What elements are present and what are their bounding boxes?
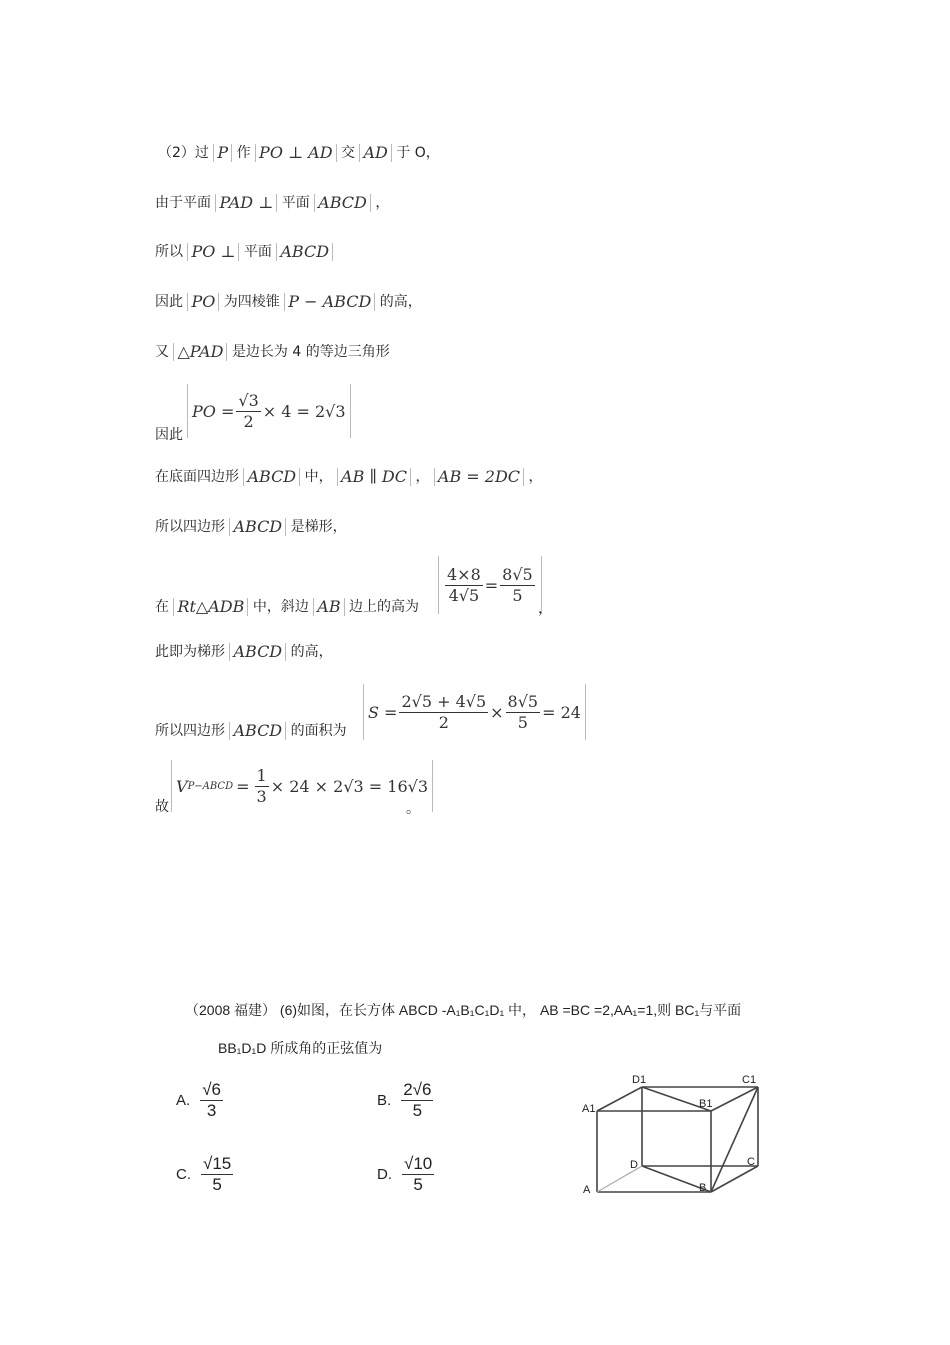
- numerator: 1: [256, 765, 267, 785]
- option-fraction: [201, 1154, 233, 1195]
- math-ab: AB: [313, 598, 344, 616]
- option-label: C.: [176, 1166, 191, 1183]
- option-fraction: [200, 1080, 223, 1121]
- text: 于 O，: [396, 145, 440, 161]
- fraction: [236, 391, 260, 432]
- edge-c1-b1: [711, 1087, 758, 1111]
- question-text-line2: BB₁D₁D 所成角的正弦值为: [218, 1040, 383, 1056]
- text: 所以四边形: [155, 723, 225, 739]
- denominator: 4√5: [448, 585, 480, 605]
- option-label: D.: [377, 1166, 392, 1183]
- times: ×: [490, 702, 504, 722]
- math-ab-2dc: AB = 2DC: [434, 468, 524, 486]
- vertex-label-d1: D1: [632, 1074, 647, 1086]
- text: 是梯形，: [290, 519, 347, 535]
- fraction: [445, 565, 483, 606]
- solution-line-7: [155, 468, 543, 486]
- text: 由于平面: [155, 195, 211, 211]
- math-po: PO: [187, 293, 219, 311]
- denominator: 5: [413, 1175, 423, 1194]
- formula-po: [187, 384, 351, 438]
- solution-line-5: [155, 343, 390, 361]
- text: 所以: [155, 244, 183, 260]
- solution-line-3: [155, 243, 333, 261]
- text: 的高，: [290, 644, 333, 660]
- formula-rhs: = 24: [542, 702, 581, 722]
- formula-height: [438, 556, 542, 614]
- text: （2）过: [158, 145, 209, 161]
- text: 平面: [243, 244, 272, 260]
- option-label: B.: [377, 1092, 392, 1109]
- text: 为四棱锥: [223, 294, 280, 310]
- solution-line-10: [155, 643, 333, 661]
- vertex-label-c1: C1: [742, 1074, 757, 1086]
- formula-volume: [171, 760, 433, 812]
- math-abcd: ABCD: [314, 194, 371, 212]
- numerator: 4×8: [447, 564, 481, 584]
- text: 中，: [304, 469, 333, 485]
- numerator: √10: [404, 1154, 433, 1173]
- numerator: 2√5 + 4√5: [401, 691, 487, 711]
- option-a[interactable]: [176, 1080, 225, 1121]
- text: 在底面四边形: [155, 469, 239, 485]
- solution-line-8: [155, 518, 347, 536]
- vertex-label-b1: B1: [699, 1098, 713, 1110]
- text: 故: [155, 799, 169, 815]
- formula-area: [363, 684, 586, 740]
- math-p-abcd: P − ABCD: [284, 293, 375, 311]
- numerator: 2√6: [403, 1080, 432, 1099]
- vertex-label-a: A: [583, 1184, 591, 1196]
- solution-line-1: [158, 144, 440, 162]
- text: 的高，: [379, 294, 422, 310]
- formula-rhs: × 24 × 2√3 = 16√3: [270, 776, 428, 796]
- denominator: 3: [206, 1101, 217, 1120]
- fraction: [255, 766, 269, 807]
- text: 平面: [281, 195, 310, 211]
- math-abcd: ABCD: [276, 243, 333, 261]
- cuboid-figure: [570, 1068, 790, 1208]
- math-p: P: [213, 144, 232, 162]
- text: 因此: [155, 427, 183, 443]
- text: ，: [415, 469, 430, 485]
- denominator: 2: [243, 411, 254, 431]
- equals: =: [236, 776, 250, 796]
- numerator: 8√5: [507, 691, 539, 711]
- text: 在: [155, 599, 169, 615]
- vertex-label-b: B: [699, 1182, 707, 1194]
- edge-b-c: [711, 1166, 758, 1192]
- math-po-perp: PO ⊥: [187, 243, 239, 261]
- math-pad-perp: PAD ⊥: [215, 194, 277, 212]
- diagonal-b-c1: [711, 1087, 758, 1192]
- text: 中，斜边: [252, 599, 309, 615]
- solution-line-6-label: [155, 426, 183, 444]
- solution-line-4: [155, 293, 422, 311]
- denominator: 5: [212, 1175, 222, 1194]
- option-d[interactable]: [377, 1154, 436, 1195]
- text: 作: [236, 145, 251, 161]
- math-abcd: ABCD: [229, 518, 286, 536]
- formula-lhs: S =: [368, 702, 398, 722]
- solution-line-12-label: [155, 798, 169, 816]
- numerator: √15: [203, 1154, 232, 1173]
- solution-line-2: [155, 194, 389, 212]
- edge-a1-d1: [597, 1087, 642, 1111]
- option-b[interactable]: [377, 1080, 435, 1121]
- option-label: A.: [176, 1092, 191, 1109]
- text: 又: [155, 344, 169, 360]
- text: ，: [375, 195, 390, 211]
- denominator: 5: [517, 712, 528, 732]
- formula-subscript: P−ABCD: [187, 780, 234, 792]
- numerator: √6: [202, 1080, 221, 1099]
- fraction: [500, 565, 535, 606]
- text: 。: [406, 801, 420, 817]
- math-rt-triangle-adb: Rt△ADB: [173, 598, 248, 616]
- text: ，: [528, 469, 543, 485]
- math-ad: AD: [359, 144, 391, 162]
- formula-lhs: V: [176, 776, 188, 796]
- text: 所以四边形: [155, 519, 225, 535]
- option-fraction: [401, 1080, 433, 1121]
- text: 因此: [155, 294, 183, 310]
- denominator: 2: [438, 712, 449, 732]
- formula-lhs: PO =: [192, 401, 235, 421]
- formula-rhs: × 4 = 2√3: [262, 401, 346, 421]
- option-c[interactable]: [176, 1154, 235, 1195]
- vertex-label-a1: A1: [582, 1103, 596, 1115]
- math-ab-parallel-dc: AB ∥ DC: [337, 468, 411, 486]
- text: 此即为梯形: [155, 644, 225, 660]
- math-abcd: ABCD: [229, 643, 286, 661]
- math-triangle-pad: △PAD: [173, 343, 227, 361]
- solution-line-11: [155, 722, 347, 740]
- equals: =: [484, 575, 499, 595]
- denominator: 5: [412, 1101, 423, 1120]
- vertex-label-c: C: [747, 1156, 755, 1168]
- text: 的面积为: [290, 723, 347, 739]
- question-text: （2008 福建） (6)如图，在长方体 ABCD -A₁B₁C₁D₁ 中， AB =BC =2,AA₁=1,则 BC₁与平面: [185, 1002, 742, 1018]
- math-abcd: ABCD: [243, 468, 300, 486]
- text: 边上的高为: [349, 599, 420, 615]
- option-fraction: [402, 1154, 434, 1195]
- denominator: 3: [256, 786, 267, 806]
- fraction: [399, 692, 488, 733]
- text: 交: [340, 145, 355, 161]
- math-po-perp-ad: PO ⊥ AD: [255, 144, 336, 162]
- denominator: 5: [512, 585, 523, 605]
- numerator: 8√5: [502, 564, 533, 584]
- fraction: [506, 692, 541, 733]
- math-abcd: ABCD: [229, 722, 286, 740]
- vertex-label-d: D: [630, 1159, 638, 1171]
- text: ，: [538, 601, 552, 617]
- numerator: √3: [238, 390, 259, 410]
- text: 是边长为 4 的等边三角形: [231, 344, 390, 360]
- solution-line-9: [155, 598, 419, 616]
